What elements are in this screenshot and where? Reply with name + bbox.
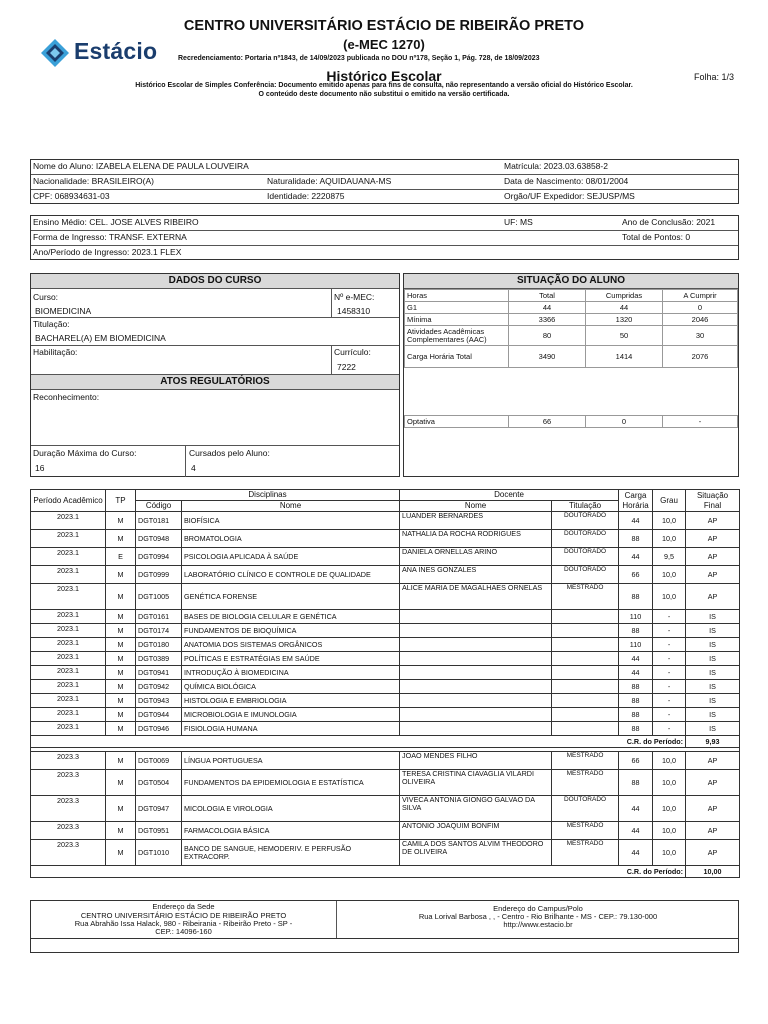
- teacher-name-cell: [400, 652, 552, 666]
- period-cell: 2023.3: [31, 840, 106, 866]
- course-label: Curso:: [33, 292, 59, 302]
- emec-value: 1458310: [337, 306, 371, 316]
- code-cell: DGT0942: [136, 680, 182, 694]
- status-cell: AP: [686, 548, 740, 566]
- period-cell: 2023.3: [31, 822, 106, 840]
- curriculum-value: 7222: [337, 362, 356, 372]
- teacher-name-cell: LUANDER BERNARDES: [400, 512, 552, 530]
- discipline-name-cell: LABORATÓRIO CLÍNICO E CONTROLE DE QUALIDADE: [182, 566, 400, 584]
- student-status-heading: SITUAÇÃO DO ALUNO: [404, 274, 738, 289]
- col-grade: Grau: [653, 490, 686, 512]
- period-gpa-row: [31, 736, 740, 748]
- status-cell: AP: [686, 752, 740, 770]
- teacher-name-cell: TERESA CRISTINA CIAVAGLIA VILARDI OLIVEIRA: [400, 770, 552, 796]
- code-cell: DGT0999: [136, 566, 182, 584]
- period-gpa-value: 10,00: [686, 866, 740, 878]
- table-row: [31, 822, 740, 840]
- status-cell: AP: [686, 822, 740, 840]
- discipline-name-cell: MICOLOGIA E VIROLOGIA: [182, 796, 400, 822]
- workload-cell: 44: [619, 822, 653, 840]
- discipline-name-cell: QUÍMICA BIOLÓGICA: [182, 680, 400, 694]
- student-name: Nome do Aluno: IZABELA ELENA DE PAULA LOUVEIRA: [33, 161, 249, 171]
- student-status-box: [403, 273, 739, 477]
- hours-total: 80: [509, 326, 586, 346]
- code-cell: DGT0946: [136, 722, 182, 736]
- grade-cell: 10,0: [653, 512, 686, 530]
- disciplines-body: [31, 512, 740, 878]
- col-teacher-degree: Titulação: [552, 501, 619, 512]
- table-row: [31, 708, 740, 722]
- period-gpa-label: C.R. do Período:: [31, 866, 686, 878]
- type-cell: M: [106, 822, 136, 840]
- admission-period: Ano/Período de Ingresso: 2023.1 FLEX: [33, 247, 182, 257]
- hours-remaining: 2046: [663, 314, 738, 326]
- teacher-name-cell: VIVECA ANTONIA GIONGO GALVAO DA SILVA: [400, 796, 552, 822]
- table-row: [31, 666, 740, 680]
- code-cell: DGT0180: [136, 638, 182, 652]
- grade-cell: -: [653, 652, 686, 666]
- hours-remaining: 0: [663, 302, 738, 314]
- type-cell: M: [106, 530, 136, 548]
- code-cell: DGT0994: [136, 548, 182, 566]
- high-school: Ensino Médio: CEL. JOSE ALVES RIBEIRO: [33, 217, 199, 227]
- optional-row: [405, 416, 738, 428]
- hq-address-line-1: CENTRO UNIVERSITÁRIO ESTÁCIO DE RIBEIRÃO PRETO: [80, 911, 287, 920]
- teacher-degree-cell: MESTRADO: [552, 822, 619, 840]
- disclaimer-line-2: O conteúdo deste documento não substitui o emitido na versão certificada.: [258, 91, 510, 98]
- teacher-degree-cell: DOUTORADO: [552, 512, 619, 530]
- status-cell: IS: [686, 624, 740, 638]
- discipline-name-cell: FUNDAMENTOS DE BIOQUÍMICA: [182, 624, 400, 638]
- grade-cell: 10,0: [653, 770, 686, 796]
- col-name: Nome: [182, 501, 400, 512]
- teacher-degree-cell: [552, 638, 619, 652]
- teacher-degree-cell: DOUTORADO: [552, 566, 619, 584]
- type-cell: M: [106, 584, 136, 610]
- emec-label: Nº e-MEC:: [334, 292, 375, 302]
- course-data-heading: DADOS DO CURSO: [31, 274, 399, 289]
- teacher-name-cell: [400, 722, 552, 736]
- footer-addresses: [30, 900, 739, 939]
- hours-total: 3366: [509, 314, 586, 326]
- grade-cell: -: [653, 680, 686, 694]
- curriculum-label: Currículo:: [334, 347, 371, 357]
- period-cell: 2023.1: [31, 638, 106, 652]
- period-gpa-row: [31, 866, 740, 878]
- table-row: [31, 752, 740, 770]
- max-duration-label: Duração Máxima do Curso:: [33, 448, 137, 458]
- optional-remaining: -: [663, 416, 738, 428]
- code-cell: DGT0504: [136, 770, 182, 796]
- teacher-degree-cell: [552, 652, 619, 666]
- teacher-degree-cell: [552, 708, 619, 722]
- col-teacher-name: Nome: [400, 501, 552, 512]
- col-tp: TP: [106, 490, 136, 512]
- period-gpa-label: C.R. do Período:: [31, 736, 686, 748]
- disciplines-table: [30, 489, 740, 878]
- type-cell: M: [106, 624, 136, 638]
- teacher-name-cell: NATHALIA DA ROCHA RODRIGUES: [400, 530, 552, 548]
- grade-cell: 9,5: [653, 548, 686, 566]
- teacher-name-cell: [400, 624, 552, 638]
- teacher-name-cell: [400, 694, 552, 708]
- teacher-name-cell: ANTONIO JOAQUIM BONFIM: [400, 822, 552, 840]
- course-data-box: [30, 273, 400, 477]
- hours-label: Carga Horária Total: [405, 346, 509, 368]
- teacher-name-cell: ALICE MARIA DE MAGALHAES ORNELAS: [400, 584, 552, 610]
- campus-address-line-1: Rua Lorival Barbosa , , - Centro - Rio Brilhante - MS - CEP.: 79.130-000: [418, 912, 658, 921]
- col-disciplines: Disciplinas: [136, 490, 400, 501]
- state: UF: MS: [504, 217, 533, 227]
- type-cell: E: [106, 548, 136, 566]
- discipline-name-cell: FARMACOLOGIA BÁSICA: [182, 822, 400, 840]
- status-cell: IS: [686, 708, 740, 722]
- page-count: Folha: 1/3: [694, 72, 735, 82]
- discipline-name-cell: BASES DE BIOLOGIA CELULAR E GENÉTICA: [182, 610, 400, 624]
- grade-cell: -: [653, 610, 686, 624]
- period-cell: 2023.1: [31, 722, 106, 736]
- grade-cell: 10,0: [653, 584, 686, 610]
- hours-header-row: [405, 290, 738, 302]
- teacher-degree-cell: MESTRADO: [552, 770, 619, 796]
- grade-cell: -: [653, 722, 686, 736]
- discipline-name-cell: ANATOMIA DOS SISTEMAS ORGÂNICOS: [182, 638, 400, 652]
- code-cell: DGT0161: [136, 610, 182, 624]
- grade-cell: 10,0: [653, 752, 686, 770]
- discipline-name-cell: BROMATOLOGIA: [182, 530, 400, 548]
- hours-total: 44: [509, 302, 586, 314]
- teacher-name-cell: [400, 638, 552, 652]
- type-cell: M: [106, 680, 136, 694]
- table-row: [31, 566, 740, 584]
- grade-cell: -: [653, 624, 686, 638]
- col-code: Código: [136, 501, 182, 512]
- teacher-name-cell: [400, 610, 552, 624]
- course-value: BIOMEDICINA: [35, 306, 92, 316]
- grade-cell: 10,0: [653, 822, 686, 840]
- nationality: Nacionalidade: BRASILEIRO(A): [33, 176, 154, 186]
- type-cell: M: [106, 752, 136, 770]
- code-cell: DGT0174: [136, 624, 182, 638]
- document-title: Histórico Escolar: [326, 68, 442, 84]
- table-row: [31, 652, 740, 666]
- period-cell: 2023.1: [31, 652, 106, 666]
- birthplace: Naturalidade: AQUIDAUANA-MS: [267, 176, 392, 186]
- max-duration-value: 16: [35, 463, 45, 473]
- workload-cell: 88: [619, 770, 653, 796]
- grade-cell: 10,0: [653, 566, 686, 584]
- regulatory-acts-heading: ATOS REGULATÓRIOS: [31, 374, 399, 390]
- table-row: [31, 512, 740, 530]
- total-points: Total de Pontos: 0: [622, 232, 691, 242]
- status-cell: IS: [686, 638, 740, 652]
- table-row: [31, 796, 740, 822]
- table-row: [31, 530, 740, 548]
- status-cell: AP: [686, 840, 740, 866]
- workload-cell: 110: [619, 610, 653, 624]
- birth-date: Data de Nascimento: 08/01/2004: [504, 176, 629, 186]
- teacher-name-cell: [400, 708, 552, 722]
- hq-address-line-2: Rua Abrahão Issa Halack, 980 - Ribeirania - Ribeirão Preto - SP -: [74, 919, 293, 928]
- workload-cell: 88: [619, 708, 653, 722]
- type-cell: M: [106, 610, 136, 624]
- teacher-degree-cell: MESTRADO: [552, 752, 619, 770]
- hours-col-label: Horas: [405, 290, 509, 302]
- status-cell: AP: [686, 796, 740, 822]
- student-info-box: [30, 159, 739, 204]
- discipline-name-cell: MICROBIOLOGIA E IMUNOLOGIA: [182, 708, 400, 722]
- hours-col-total: Total: [509, 290, 586, 302]
- discipline-name-cell: FUNDAMENTOS DA EPIDEMIOLOGIA E ESTATÍSTICA: [182, 770, 400, 796]
- grade-cell: -: [653, 694, 686, 708]
- discipline-name-cell: INTRODUÇÃO À BIOMEDICINA: [182, 666, 400, 680]
- workload-cell: 44: [619, 796, 653, 822]
- status-cell: AP: [686, 512, 740, 530]
- workload-cell: 88: [619, 694, 653, 708]
- enrollment-number: Matrícula: 2023.03.63858-2: [504, 161, 608, 171]
- footer-bottom-bar: [30, 938, 739, 953]
- period-cell: 2023.1: [31, 548, 106, 566]
- type-cell: M: [106, 796, 136, 822]
- period-gpa-value: 9,93: [686, 736, 740, 748]
- teacher-name-cell: DANIELA ORNELLAS ARINO: [400, 548, 552, 566]
- status-cell: IS: [686, 722, 740, 736]
- col-teacher: Docente: [400, 490, 619, 501]
- hours-remaining: 30: [663, 326, 738, 346]
- status-cell: AP: [686, 566, 740, 584]
- code-cell: DGT0181: [136, 512, 182, 530]
- table-row: [31, 610, 740, 624]
- workload-cell: 110: [619, 638, 653, 652]
- teacher-name-cell: [400, 666, 552, 680]
- workload-cell: 44: [619, 652, 653, 666]
- hours-row: [405, 302, 738, 314]
- type-cell: M: [106, 722, 136, 736]
- degree-value: BACHAREL(A) EM BIOMEDICINA: [35, 333, 166, 343]
- code-cell: DGT0389: [136, 652, 182, 666]
- period-cell: 2023.1: [31, 584, 106, 610]
- teacher-degree-cell: DOUTORADO: [552, 530, 619, 548]
- status-cell: AP: [686, 530, 740, 548]
- table-row: [31, 638, 740, 652]
- status-cell: AP: [686, 584, 740, 610]
- code-cell: DGT0941: [136, 666, 182, 680]
- status-cell: IS: [686, 610, 740, 624]
- admission-form: Forma de Ingresso: TRANSF. EXTERNA: [33, 232, 187, 242]
- disclaimer: [0, 81, 768, 99]
- teacher-degree-cell: [552, 624, 619, 638]
- code-cell: DGT0948: [136, 530, 182, 548]
- teacher-name-cell: [400, 680, 552, 694]
- taken-value: 4: [191, 463, 196, 473]
- teacher-degree-cell: [552, 680, 619, 694]
- optional-label: Optativa: [405, 416, 509, 428]
- taken-label: Cursados pelo Aluno:: [189, 448, 270, 458]
- hours-label: Atividades Acadêmicas Complementares (AAC): [405, 326, 509, 346]
- period-cell: 2023.3: [31, 796, 106, 822]
- hours-row: [405, 326, 738, 346]
- grade-cell: -: [653, 638, 686, 652]
- code-cell: DGT1005: [136, 584, 182, 610]
- table-row: [31, 548, 740, 566]
- period-cell: 2023.1: [31, 666, 106, 680]
- period-cell: 2023.1: [31, 708, 106, 722]
- workload-cell: 88: [619, 530, 653, 548]
- table-row: [31, 694, 740, 708]
- institution-title: CENTRO UNIVERSITÁRIO ESTÁCIO DE RIBEIRÃO PRETO: [183, 18, 585, 34]
- period-cell: 2023.1: [31, 512, 106, 530]
- col-period: Período Acadêmico: [31, 490, 106, 512]
- code-cell: DGT0069: [136, 752, 182, 770]
- cpf: CPF: 068934631-03: [33, 191, 110, 201]
- period-cell: 2023.1: [31, 610, 106, 624]
- hours-col-done: Cumpridas: [586, 290, 663, 302]
- hq-address-line-3: CEP.: 14096-160: [155, 927, 212, 936]
- identity-number: Identidade: 2220875: [267, 191, 345, 201]
- workload-cell: 88: [619, 584, 653, 610]
- code-cell: DGT0947: [136, 796, 182, 822]
- table-header-row: [31, 490, 740, 501]
- period-cell: 2023.1: [31, 624, 106, 638]
- table-row: [31, 624, 740, 638]
- period-cell: 2023.3: [31, 770, 106, 796]
- discipline-name-cell: POLÍTICAS E ESTRATÉGIAS EM SAÚDE: [182, 652, 400, 666]
- discipline-name-cell: BANCO DE SANGUE, HEMODERIV. E PERFUSÃO EXTRACORP.: [182, 840, 400, 866]
- teacher-degree-cell: DOUTORADO: [552, 796, 619, 822]
- hours-col-remaining: A Cumprir: [663, 290, 738, 302]
- workload-cell: 44: [619, 840, 653, 866]
- hours-label: Mínima: [405, 314, 509, 326]
- teacher-degree-cell: MESTRADO: [552, 584, 619, 610]
- teacher-degree-cell: MESTRADO: [552, 840, 619, 866]
- grade-cell: 10,0: [653, 530, 686, 548]
- period-cell: 2023.1: [31, 694, 106, 708]
- grade-cell: 10,0: [653, 840, 686, 866]
- degree-label: Titulação:: [33, 319, 70, 329]
- period-cell: 2023.3: [31, 752, 106, 770]
- issuing-agency: Orgão/UF Expedidor: SEJUSP/MS: [504, 191, 635, 201]
- table-row: [31, 680, 740, 694]
- teacher-name-cell: ANA INES GONZALES: [400, 566, 552, 584]
- workload-cell: 44: [619, 548, 653, 566]
- hours-row: [405, 346, 738, 368]
- col-status: Situação Final: [686, 490, 740, 512]
- hours-row: [405, 314, 738, 326]
- teacher-degree-cell: [552, 666, 619, 680]
- grade-cell: 10,0: [653, 796, 686, 822]
- optional-hours-table: [404, 415, 738, 428]
- brand-name: Estácio: [74, 38, 158, 64]
- code-cell: DGT0943: [136, 694, 182, 708]
- grade-cell: -: [653, 708, 686, 722]
- hq-address-title: Endereço da Sede: [152, 902, 215, 911]
- discipline-name-cell: GENÉTICA FORENSE: [182, 584, 400, 610]
- optional-total: 66: [509, 416, 586, 428]
- teacher-degree-cell: DOUTORADO: [552, 548, 619, 566]
- conclusion-year: Ano de Conclusão: 2021: [622, 217, 716, 227]
- status-cell: IS: [686, 680, 740, 694]
- code-cell: DGT0951: [136, 822, 182, 840]
- type-cell: M: [106, 666, 136, 680]
- type-cell: M: [106, 652, 136, 666]
- hours-table: [404, 289, 738, 368]
- workload-cell: 44: [619, 666, 653, 680]
- hours-remaining: 2076: [663, 346, 738, 368]
- teacher-name-cell: JOAO MENDES FILHO: [400, 752, 552, 770]
- type-cell: M: [106, 840, 136, 866]
- workload-cell: 88: [619, 722, 653, 736]
- table-row: [31, 584, 740, 610]
- workload-cell: 66: [619, 752, 653, 770]
- discipline-name-cell: LÍNGUA PORTUGUESA: [182, 752, 400, 770]
- workload-cell: 44: [619, 512, 653, 530]
- teacher-degree-cell: [552, 610, 619, 624]
- qualification-label: Habilitação:: [33, 347, 78, 357]
- hours-done: 50: [586, 326, 663, 346]
- table-row: [31, 770, 740, 796]
- discipline-name-cell: PSICOLOGIA APLICADA À SAÚDE: [182, 548, 400, 566]
- campus-website: http://www.estacio.br: [503, 920, 573, 929]
- code-cell: DGT0944: [136, 708, 182, 722]
- grade-cell: -: [653, 666, 686, 680]
- status-cell: IS: [686, 694, 740, 708]
- hours-total: 3490: [509, 346, 586, 368]
- type-cell: M: [106, 694, 136, 708]
- discipline-name-cell: FISIOLOGIA HUMANA: [182, 722, 400, 736]
- hours-label: G1: [405, 302, 509, 314]
- hours-done: 44: [586, 302, 663, 314]
- col-workload: Carga Horária: [619, 490, 653, 512]
- discipline-name-cell: HISTOLOGIA E EMBRIOLOGIA: [182, 694, 400, 708]
- period-cell: 2023.1: [31, 680, 106, 694]
- recognition-label: Reconhecimento:: [33, 392, 100, 402]
- status-cell: IS: [686, 666, 740, 680]
- workload-cell: 66: [619, 566, 653, 584]
- teacher-name-cell: CAMILA DOS SANTOS ALVIM THEODORO DE OLIVEIRA: [400, 840, 552, 866]
- type-cell: M: [106, 770, 136, 796]
- type-cell: M: [106, 638, 136, 652]
- emec-code: (e-MEC 1270): [343, 37, 425, 52]
- workload-cell: 88: [619, 624, 653, 638]
- table-row: [31, 840, 740, 866]
- period-cell: 2023.1: [31, 566, 106, 584]
- hours-done: 1414: [586, 346, 663, 368]
- type-cell: M: [106, 708, 136, 722]
- code-cell: DGT1010: [136, 840, 182, 866]
- status-cell: IS: [686, 652, 740, 666]
- education-info-box: [30, 215, 739, 260]
- status-cell: AP: [686, 770, 740, 796]
- recredenciamento: Recredenciamento: Portaria nº1843, de 14/09/2023 publicada no DOU nº178, Seção 1, Pág. 728, de 18/09/2023: [178, 55, 540, 62]
- workload-cell: 88: [619, 680, 653, 694]
- table-row: [31, 722, 740, 736]
- period-cell: 2023.1: [31, 530, 106, 548]
- discipline-name-cell: BIOFÍSICA: [182, 512, 400, 530]
- teacher-degree-cell: [552, 722, 619, 736]
- campus-address-title: Endereço do Campus/Polo: [493, 904, 583, 913]
- type-cell: M: [106, 512, 136, 530]
- teacher-degree-cell: [552, 694, 619, 708]
- hours-done: 1320: [586, 314, 663, 326]
- disclaimer-line-1: Histórico Escolar de Simples Conferência: Documento emitido apenas para fins de consulta, não representando a versão oficial do Histórico Escolar.: [135, 82, 633, 89]
- type-cell: M: [106, 566, 136, 584]
- optional-done: 0: [586, 416, 663, 428]
